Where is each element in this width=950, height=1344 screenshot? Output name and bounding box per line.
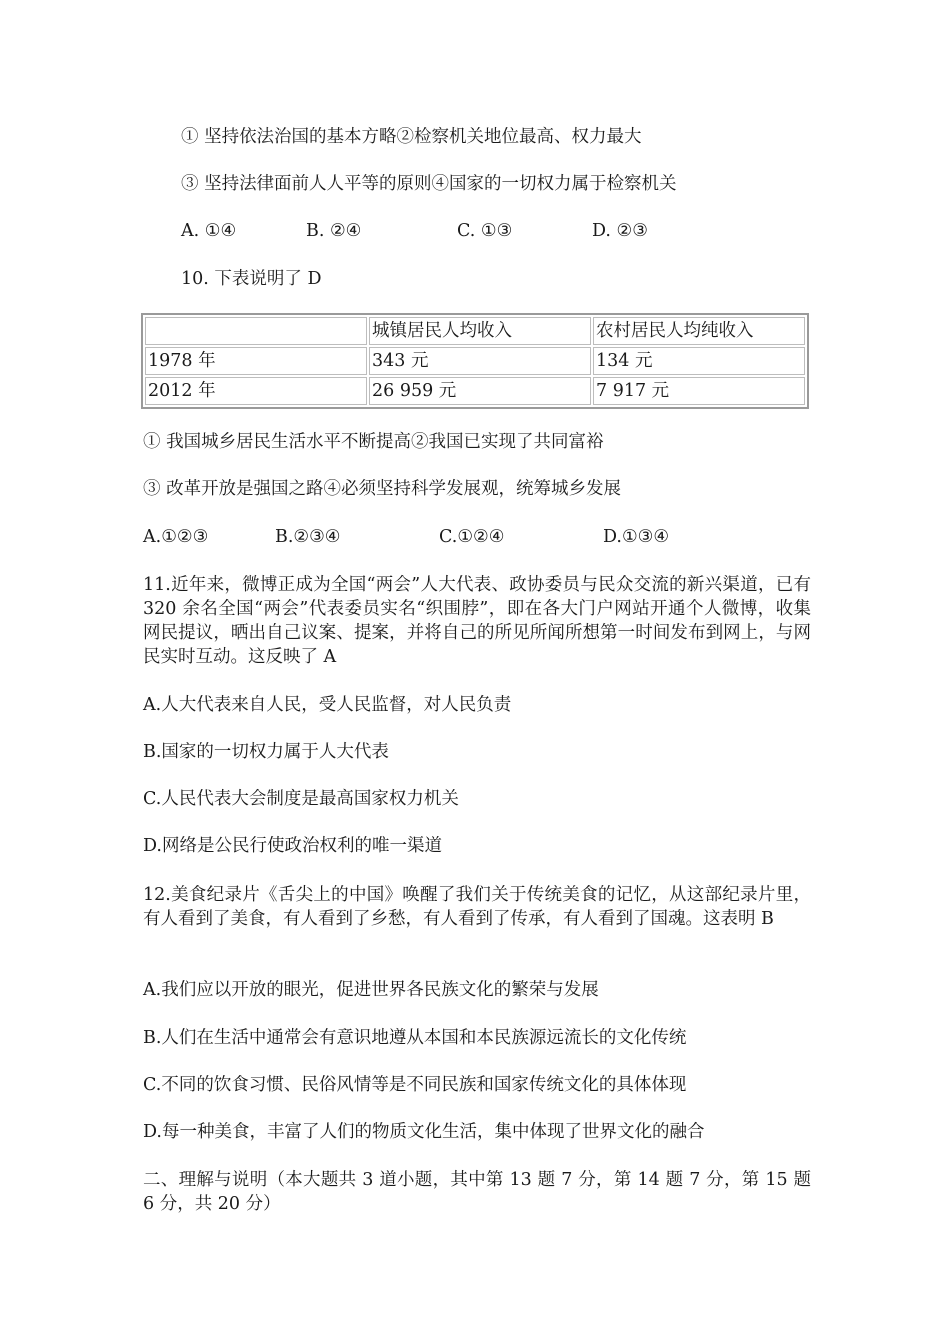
q12-option-b: B.人们在生活中通常会有意识地遵从本国和本民族源远流长的文化传统: [143, 1028, 687, 1048]
table-cell: 1978 年: [145, 347, 367, 375]
q10-option-a: A.①②③: [143, 527, 209, 547]
q10-option-c: C.①②④: [439, 527, 505, 547]
q10-stem: 10. 下表说明了 D: [181, 269, 322, 289]
q9-statement-1: ① 坚持依法治国的基本方略②检察机关地位最高、权力最大: [181, 127, 642, 147]
q10-statement-1: ① 我国城乡居民生活水平不断提高②我国已实现了共同富裕: [143, 432, 604, 452]
q10-statement-2: ③ 改革开放是强国之路④必须坚持科学发展观，统筹城乡发展: [143, 479, 622, 499]
q12-option-c: C.不同的饮食习惯、民俗风情等是不同民族和国家传统文化的具体体现: [143, 1075, 687, 1095]
q12-option-a: A.我们应以开放的眼光，促进世界各民族文化的繁荣与发展: [143, 980, 599, 1000]
table-header-cell: 农村居民人均纯收入: [593, 317, 805, 345]
q10-option-d: D.①③④: [603, 527, 670, 547]
table-row: [145, 377, 805, 405]
q11-option-a: A.人大代表来自人民，受人民监督，对人民负责: [143, 695, 512, 715]
table-header-cell: [145, 317, 367, 345]
table-cell: 134 元: [593, 347, 805, 375]
q10-option-b: B.②③④: [275, 527, 341, 547]
q9-statement-2: ③ 坚持法律面前人人平等的原则④国家的一切权力属于检察机关: [181, 174, 677, 194]
q11-stem: 11.近年来，微博正成为全国“两会”人大代表、政协委员与民众交流的新兴渠道，已有 320 余名全国“两会”代表委员实名“织围脖”，即在各大门户网站开通个人微博，收集网民提议，晒出自己议案、提案，并将自己的所见所闻所想第一时间发布到网上，与网民实时互动。这反映了 A: [143, 575, 811, 667]
table-cell: 7 917 元: [593, 377, 805, 405]
q9-option-b: B. ②④: [306, 221, 362, 241]
table-cell: 26 959 元: [369, 377, 591, 405]
section-2-heading: 二、理解与说明（本大题共 3 道小题，其中第 13 题 7 分，第 14 题 7 分，第 15 题 6 分，共 20 分）: [143, 1170, 811, 1214]
table-header-row: [145, 317, 805, 345]
table-row: [145, 347, 805, 375]
table-cell: 2012 年: [145, 377, 367, 405]
income-table: [141, 313, 809, 409]
q11-option-b: B.国家的一切权力属于人大代表: [143, 742, 389, 762]
q9-option-c: C. ①③: [457, 221, 513, 241]
q11-option-d: D.网络是公民行使政治权利的唯一渠道: [143, 836, 442, 856]
q11-option-c: C.人民代表大会制度是最高国家权力机关: [143, 789, 459, 809]
table-cell: 343 元: [369, 347, 591, 375]
q9-option-a: A. ①④: [181, 221, 237, 241]
table-header-cell: 城镇居民人均收入: [369, 317, 591, 345]
q12-option-d: D.每一种美食，丰富了人们的物质文化生活，集中体现了世界文化的融合: [143, 1122, 705, 1142]
q12-stem: 12.美食纪录片《舌尖上的中国》唤醒了我们关于传统美食的记忆，从这部纪录片里，有人看到了美食，有人看到了乡愁，有人看到了传承，有人看到了国魂。这表明 B: [143, 885, 811, 929]
q9-option-d: D. ②③: [592, 221, 648, 241]
